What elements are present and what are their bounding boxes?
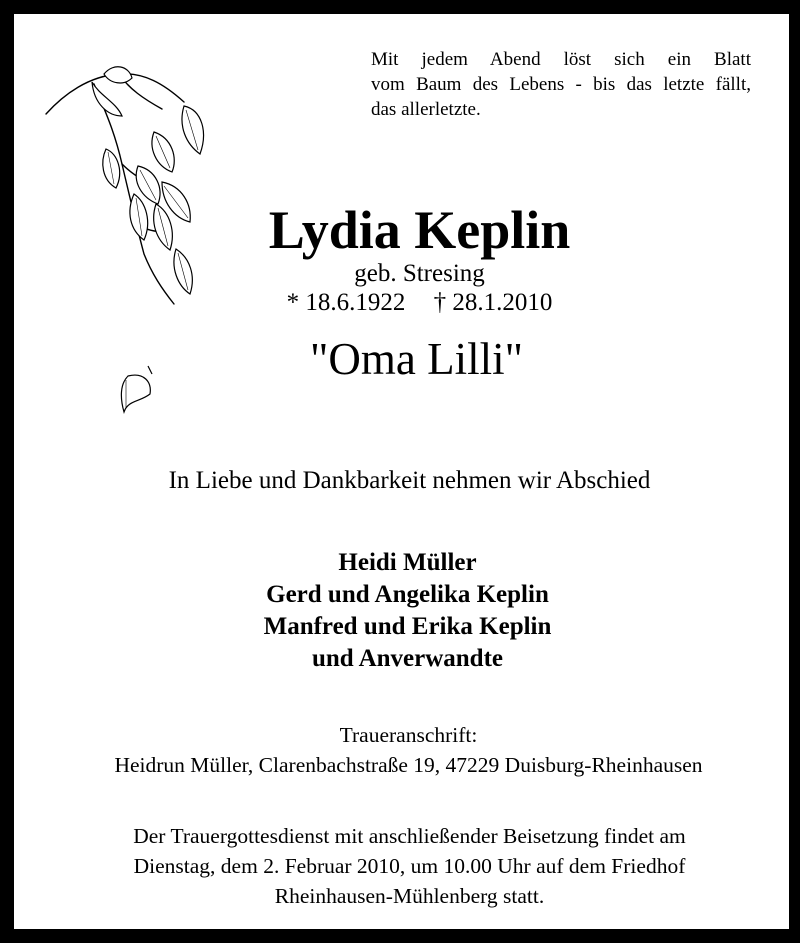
- address-label: Traueranschrift:: [339, 723, 478, 747]
- nickname: "Oma Lilli": [310, 334, 523, 384]
- family-member: Heidi Müller: [338, 549, 477, 576]
- family-member: und Anverwandte: [311, 645, 503, 672]
- death-cross-icon: †: [433, 289, 447, 316]
- birth-date: 18.6.1922: [305, 289, 406, 316]
- family-list: [20, 547, 795, 675]
- poem-quote: [371, 47, 751, 122]
- deceased-name: Lydia Keplin: [268, 200, 571, 260]
- address-line: Heidrun Müller, Clarenbachstraße 19, 47229 Duisburg-Rheinhausen: [114, 753, 703, 777]
- birth-name: geb. Stresing: [354, 260, 485, 287]
- service-line: Rheinhausen-Mühlenberg statt.: [274, 884, 545, 908]
- mourning-address: [21, 720, 796, 780]
- family-member: Gerd und Angelika Keplin: [266, 581, 549, 608]
- service-line: Der Trauergottesdienst mit anschließender Beisetzung findet am: [133, 824, 686, 848]
- service-info: [22, 821, 797, 911]
- family-member: Manfred und Erika Keplin: [263, 613, 552, 640]
- poem-line: das allerletzte.: [371, 99, 481, 120]
- life-dates: [32, 288, 800, 318]
- poem-line: vom Baum des Lebens - bis das letzte fällt,: [371, 74, 751, 95]
- birth-star-icon: *: [286, 289, 300, 316]
- farewell-text: In Liebe und Dankbarkeit nehmen wir Abschied: [168, 467, 651, 494]
- service-line: Dienstag, dem 2. Februar 2010, um 10.00 Uhr auf dem Friedhof: [133, 854, 686, 878]
- poem-line: Mit jedem Abend löst sich ein Blatt: [371, 49, 751, 70]
- death-date: 28.1.2010: [452, 289, 553, 316]
